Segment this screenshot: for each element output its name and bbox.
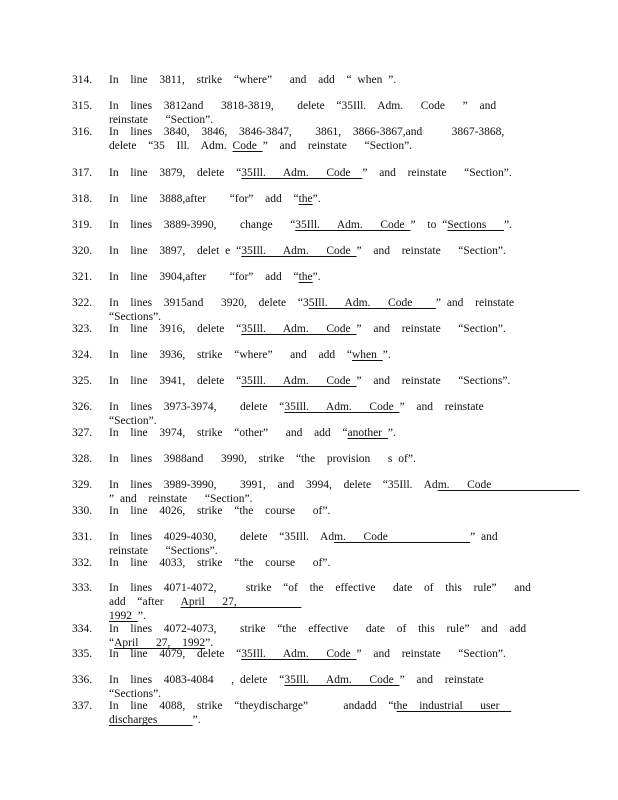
underlined-text: 35Ill. Adm. Code <box>241 245 357 257</box>
text-run: In lines 3840, 3846, 3846-3847, 3861, 3866-3867,and 3867-3868, delete “35 Ill. Adm. <box>109 126 528 152</box>
amendment-number: 330. <box>72 505 93 517</box>
text-run: In line 3904,after “for” add “ <box>109 271 299 283</box>
amendment-text <box>109 530 542 558</box>
underlined-text: the <box>298 271 313 283</box>
underlined-text: another <box>347 427 388 439</box>
text-run: In lines 4083-4084 , delete “ <box>109 674 285 686</box>
underlined-text: m. Code <box>334 531 471 543</box>
text-run: In line 4079, delete “ <box>109 648 242 660</box>
underlined-text: 35Ill. Adm. Code <box>284 674 400 686</box>
amendment-text <box>109 426 542 440</box>
underlined-text: 35Ill. Adm. Code <box>284 401 400 413</box>
amendment-text <box>109 699 542 727</box>
text-run: ”. <box>192 714 201 726</box>
amendment-item <box>72 400 542 428</box>
text-run: ”. <box>382 349 391 361</box>
amendment-number: 334. <box>72 623 93 635</box>
amendment-item <box>72 192 542 206</box>
text-run: ” and reinstate “Sections”. <box>109 297 532 323</box>
text-run: ”. <box>387 427 396 439</box>
text-run: In lines 3915and 3920, delete “3 <box>109 297 309 309</box>
text-run: In line 4026, strike “the course of”. <box>109 505 331 517</box>
amendment-number: 324. <box>72 349 93 361</box>
amendment-text <box>109 99 542 127</box>
text-run: In line 4033, strike “the course of”. <box>109 557 331 569</box>
text-run: In lines 3973-3974, delete “ <box>109 401 285 413</box>
amendment-number: 327. <box>72 427 93 439</box>
underlined-text: 35Ill. Adm. Code <box>241 648 357 660</box>
amendment-number: 337. <box>72 700 93 712</box>
amendment-item <box>72 270 542 284</box>
amendment-number: 332. <box>72 557 93 569</box>
amendment-text <box>109 270 542 284</box>
text-run: In line 3936, strike “where” and add “ <box>109 349 352 361</box>
amendment-number: 331. <box>72 531 93 543</box>
amendment-text <box>109 647 542 661</box>
amendment-item <box>72 166 542 180</box>
amendment-item <box>72 125 542 153</box>
text-run: ” and reinstate “Section”. <box>109 401 502 427</box>
amendment-text <box>109 125 542 153</box>
amendment-item <box>72 73 542 87</box>
amendment-number: 336. <box>72 674 93 686</box>
amendment-text <box>109 400 542 428</box>
amendment-number: 320. <box>72 245 93 257</box>
amendment-number: 329. <box>72 479 93 491</box>
text-run: In line 3916, delete “ <box>109 323 242 335</box>
amendment-item <box>72 348 542 362</box>
amendment-number: 328. <box>72 453 93 465</box>
underlined-text: 35Ill. Adm. Code <box>295 219 411 231</box>
text-run: ” and reinstate “Section”. <box>356 245 506 257</box>
amendment-item <box>72 581 542 623</box>
underlined-text: 5Ill. Adm. Code <box>308 297 436 309</box>
text-run: In lines 3812and 3818-3819, delete “35Ill. Adm. Code ” and reinstate “Section”. <box>109 100 508 126</box>
amendment-item <box>72 296 542 324</box>
underlined-text: 35Ill. Adm. Code <box>241 375 357 387</box>
text-run: ”. <box>503 219 512 231</box>
text-run: ”. <box>312 271 321 283</box>
amendment-text <box>109 478 580 506</box>
amendment-number: 314. <box>72 74 93 86</box>
underlined-text: 35Ill. Adm. Code <box>241 323 357 335</box>
amendment-text <box>109 73 542 87</box>
text-run: ” and reinstate “Sections”. <box>109 531 510 557</box>
amendment-number: 315. <box>72 100 93 112</box>
underlined-text: m. Code <box>437 479 580 491</box>
amendment-number: 321. <box>72 271 93 283</box>
text-run: In lines 3989-3990, 3991, and 3994, delete “35Ill. Ad <box>109 479 438 491</box>
amendment-item <box>72 647 542 661</box>
text-run: In line 3811, strike “where” and add “ when ”. <box>109 74 397 86</box>
amendment-item <box>72 673 542 701</box>
text-run: ”. <box>312 193 321 205</box>
amendment-number: 316. <box>72 126 93 138</box>
amendment-number: 323. <box>72 323 93 335</box>
text-run: In line 3897, delet e “ <box>109 245 242 257</box>
text-run: In lines 4071-4072, strike “of the effective date of this rule” and add “after <box>109 582 543 608</box>
text-run: ” and reinstate “Sections”. <box>109 674 502 700</box>
amendment-text <box>109 581 542 623</box>
amendment-number: 317. <box>72 167 93 179</box>
amendment-text <box>109 296 542 324</box>
text-run: In line 3974, strike “other” and add “ <box>109 427 348 439</box>
amendment-text <box>109 374 542 388</box>
amendment-text <box>109 218 542 232</box>
amendment-text <box>109 556 542 570</box>
text-run: In line 4088, strike “theydischarge” andadd “t <box>109 700 397 712</box>
text-run: In line 3888,after “for” add “ <box>109 193 299 205</box>
underlined-text: April 27, 1992 <box>114 637 206 649</box>
amendment-text <box>109 348 542 362</box>
text-run: ” and reinstate “Sections”. <box>356 375 511 387</box>
text-run: ” to “ <box>410 219 448 231</box>
underlined-text: Sections <box>447 219 504 231</box>
text-run: In line 3941, delete “ <box>109 375 242 387</box>
amendment-item <box>72 99 542 127</box>
text-run: In lines 4072-4073, strike “the effective date of this rule” and add “ <box>109 623 538 649</box>
amendment-item <box>72 426 542 440</box>
amendment-number: 319. <box>72 219 93 231</box>
text-run: In lines 4029-4030, delete “35Ill. Ad <box>109 531 335 543</box>
amendment-number: 326. <box>72 401 93 413</box>
amendment-text <box>109 192 542 206</box>
amendment-item <box>72 622 542 650</box>
amendment-number: 322. <box>72 297 93 309</box>
amendment-item <box>72 478 580 506</box>
underlined-text: the <box>298 193 313 205</box>
underlined-text: April 27, 1992 <box>109 596 237 622</box>
amendment-item <box>72 452 542 466</box>
amendment-number: 325. <box>72 375 93 387</box>
amendment-text <box>109 166 542 180</box>
amendment-item <box>72 322 542 336</box>
text-run: ” and reinstate “Section”. <box>356 323 506 335</box>
amendment-number: 318. <box>72 193 93 205</box>
underlined-text: when <box>352 349 383 361</box>
amendment-text <box>109 452 542 466</box>
amendment-text <box>109 244 542 258</box>
amendment-number: 333. <box>72 582 93 594</box>
text-run: ” and reinstate “Section”. <box>356 648 506 660</box>
amendment-item <box>72 244 542 258</box>
underlined-text: 35Ill. Adm. Code <box>241 167 363 179</box>
amendment-text <box>109 673 542 701</box>
underlined-text: Code <box>232 140 263 152</box>
underlined-text: he industrial user discharges <box>109 700 512 726</box>
amendment-item <box>72 556 542 570</box>
amendment-text <box>109 504 542 518</box>
amendment-item <box>72 218 542 232</box>
text-run: In lines 3988and 3990, strike “the provision s of”. <box>109 453 416 465</box>
amendment-item <box>72 699 542 727</box>
amendment-item <box>72 374 542 388</box>
text-run: ”. <box>205 637 214 649</box>
text-run: ” and reinstate “Section”. <box>362 167 512 179</box>
amendment-item <box>72 504 542 518</box>
amendment-item <box>72 530 542 558</box>
text-run: ” and reinstate “Section”. <box>262 140 413 152</box>
text-run: In lines 3889-3990, change “ <box>109 219 296 231</box>
text-run: In line 3879, delete “ <box>109 167 242 179</box>
amendment-number: 335. <box>72 648 93 660</box>
amendment-text <box>109 622 542 650</box>
text-run: ”. <box>137 610 146 622</box>
amendment-text <box>109 322 542 336</box>
text-run: ” and reinstate “Section”. <box>109 493 253 505</box>
